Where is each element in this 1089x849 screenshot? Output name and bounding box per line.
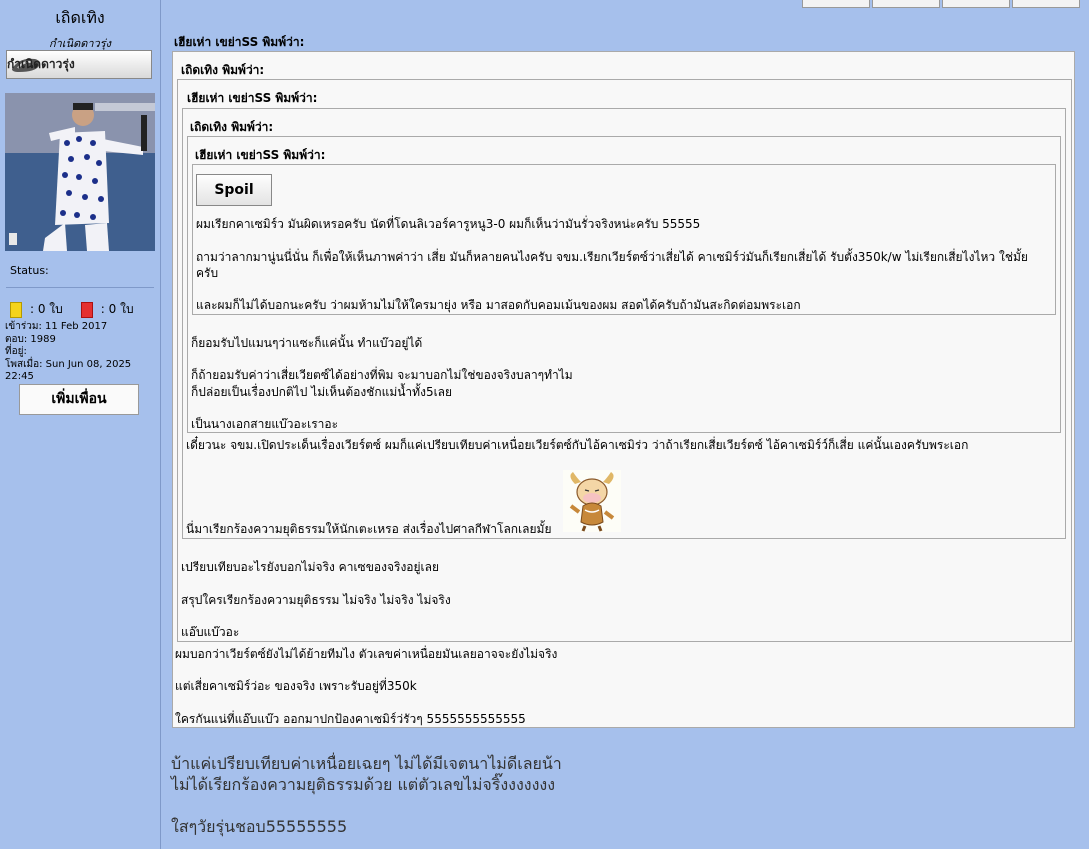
quote-header-l4: เฮียเห่า เขย่าSS พิมพ์ว่า: [195,148,326,162]
action-button[interactable] [872,0,940,8]
quote-text-line: แอ๊บแบ๊วอะ [181,625,240,639]
action-button[interactable] [942,0,1010,8]
quote-text-line: ก็ปล่อยเป็นเรื่องปกติไป ไม่เห็นต้องชักแม่น้ำทั้ง5เลย [191,385,453,399]
reply-text-line: ไม่ได้เรียกร้องความยุติธรรมด้วย แต่ตัวเลขไม่จริ๊งงงงงงง [171,775,556,794]
location: ที่อยู่: [5,346,27,357]
quote-text-line: เปรียบเทียบอะไรยังบอกไม่จริง คาเซของจริงอยู่เลย [181,560,440,574]
quote-text-line: ผมบอกว่าเวียร์ตซ์ยังไม่ได้ย้ายทีมไง ตัวเลขค่าเหนื่อยมันเลยอาจจะยังไม่จริง [175,647,558,661]
quote-header-l1: เถิดเทิง พิมพ์ว่า: [181,63,265,77]
yellow-card-icon [10,302,22,318]
quote-text-line: นี่มาเรียกร้องความยุติธรรมให้นักเตะเหรอ ส่งเรื่องไปศาลกีฬาโลกเลยมั้ย [186,522,552,536]
quote-text-line: ผมเรียกคาเซมิร์ว มันผิดเหรอครับ นัดที่โดนลิเวอร์คารูหนู3-0 ผมก็เห็นว่ามันรั่วจริงหน่ะครับ 55555 [196,217,701,231]
quote-text-line: แต่เสี่ยคาเซมิร์ว่อะ ของจริง เพราะรับอยู่ที่350k [175,679,417,693]
user-meta [5,321,160,384]
add-friend-button[interactable]: เพิ่มเพื่อน [19,384,139,415]
action-button[interactable] [802,0,870,8]
quote-text-line: ถามว่าลากมานู่นนี่นั่น ก็เพื่อให้เห็นภาพค่าว่า เสี่ย มันก็หลายคนไงครับ จขม.เรียกเวียร์ตซ์ว่าเสี่ยได้ คาเซมิร์ว่มันก็เรียกเสี่ยได้ รับตั้ง350k/w ไม่เรียกเสี่ยไงไหว ใช่มั้ย [196,250,1028,264]
reply-text-line: ใสๆวัยรุ่นชอบ55555555 [171,817,348,836]
avatar[interactable] [5,93,155,251]
spoil-button[interactable]: Spoil [196,174,272,206]
status-label: Status: [10,264,49,277]
action-button[interactable] [1012,0,1080,8]
posted-at: โพสเมื่อ: Sun Jun 08, 2025 22:45 [5,358,132,382]
quote-text-line: ก็ถ้ายอมรับค่าว่าเสี่ยเวียตซ์ได้อย่างที่พิม จะมาบอกไม่ใช่ของจริงบลาๆทำไม [191,368,573,382]
cow-sticker-icon [563,470,621,532]
yellow-card-count: : 0 ใบ [30,302,63,316]
username[interactable]: เถิดเทิง [55,8,105,27]
quote-text-line: สรุปใครเรียกร้องความยุติธรรม ไม่จริง ไม่จริง ไม่จริง [181,593,451,607]
rank-badge [6,50,152,79]
rank-badge-label: กำเนิดดาวรุ่ง [7,57,75,71]
card-counts [10,300,134,319]
quote-header-l3: เถิดเทิง พิมพ์ว่า: [190,120,274,134]
user-rank: กำเนิดดาวรุ่ง [48,37,112,50]
quote-text-line: ใครกันแน่ที่แอ๊บแบ๊ว ออกมาปกป้องคาเซมิร์ว่รัวๆ 5555555555555 [175,712,526,726]
red-card-count: : 0 ใบ [100,302,134,316]
quote-header-l2: เฮียเห่า เขย่าSS พิมพ์ว่า: [187,91,318,105]
quote-l4 [192,164,1056,315]
quote-text-line: ครับ [196,266,219,280]
divider [6,287,154,288]
quote-text-line: เป็นนางเอกสายแบ๊วอะเราอะ [191,417,339,431]
quote-header-outer: เฮียเห่า เขย่าSS พิมพ์ว่า: [174,35,305,49]
reply-count: ตอบ: 1989 [5,333,56,345]
user-sidebar [0,0,161,849]
joined-date: เข้าร่วม: 11 Feb 2017 [5,321,108,332]
post-action-buttons [802,0,1082,8]
quote-text-line: ก็ยอมรับไปแมนๆว่าแซะก็แค่นั้น ทำแบ๊วอยู่ได้ [191,336,423,350]
quote-text-line: เดี๋ยวนะ จขม.เปิดประเด็นเรื่องเวียร์ตซ์ ผมก็แค่เปรียบเทียบค่าเหนื่อยเวียร์ตซ์กับไอ้คาเซมิร่ว ว่าถ้าเรียกเสี่ยเวียร์ตซ์ ไอ้คาเซมิร์ว์ก็เสี่ย แค่นั้นเองครับพระเอก [186,438,969,452]
red-card-icon [81,302,93,318]
reply-text-line: บ้าแค่เปรียบเทียบค่าเหนื่อยเฉยๆ ไม่ได้มีเจตนาไม่ดีเลยน้า [171,754,562,773]
quote-text-line: และผมก็ไม่ได้บอกนะครับ ว่าผมห้ามไม่ให้ใครมายุ่ง หรือ มาสอดกับคอมเม้นของผม สอดได้ครับถ้ามันสะกิดต่อมพระเอก [196,298,801,312]
